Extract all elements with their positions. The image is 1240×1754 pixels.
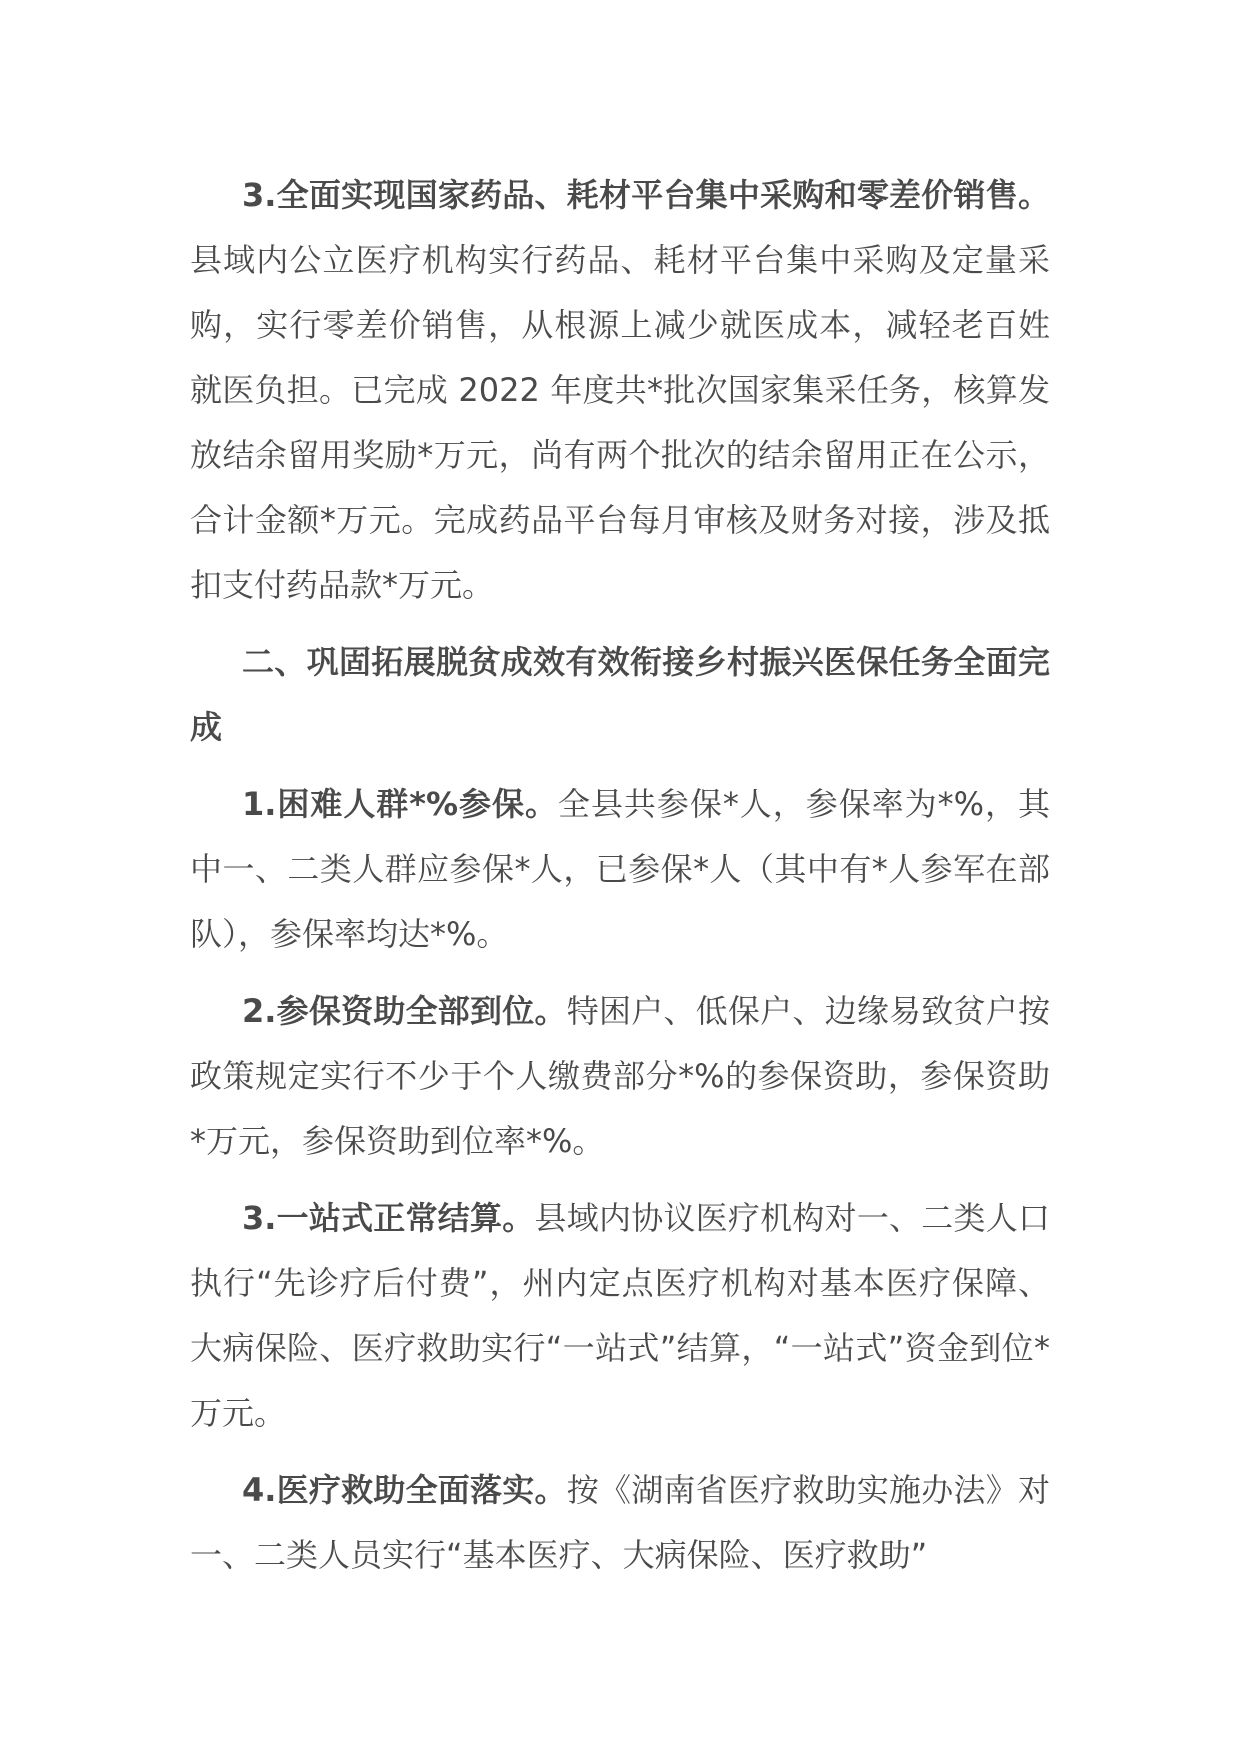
paragraph-lead: 3.一站式正常结算。 [242, 1199, 535, 1237]
paragraph-lead: 3.全面实现国家药品、耗材平台集中采购和零差价销售。 [242, 176, 1050, 214]
paragraph-text: 按《湖南省医疗救助实施办法》对一、二类人员实行“基本医疗、大病保险、医疗救助” [190, 1471, 1050, 1574]
paragraph-text: 特困户、低保户、边缘易致贫户按政策规定实行不少于个人缴费部分*%的参保资助，参保资助*万元，参保资助到位率*%。 [190, 992, 1050, 1160]
paragraph-lead: 2.参保资助全部到位。 [242, 992, 567, 1030]
paragraph-insurance-subsidy [190, 979, 1050, 1174]
section-heading-poverty-alleviation: 二、巩固拓展脱贫成效有效衔接乡村振兴医保任务全面完成 [190, 643, 1050, 746]
paragraph-insurance-enrollment [190, 772, 1050, 967]
paragraph-text: 县域内协议医疗机构对一、二类人口执行“先诊疗后付费”，州内定点医疗机构对基本医疗保障、大病保险、医疗救助实行“一站式”结算，“一站式”资金到位*万元。 [190, 1199, 1050, 1432]
paragraph-medical-assistance [190, 1458, 1050, 1588]
paragraph-text: 全县共参保*人，参保率为*%，其中一、二类人群应参保*人，已参保*人（其中有*人参军在部队），参保率均达*%。 [190, 785, 1050, 953]
paragraph-one-stop-settlement [190, 1186, 1050, 1446]
paragraph-drug-procurement [190, 163, 1050, 618]
paragraph-lead: 1.困难人群*%参保。 [242, 785, 558, 823]
paragraph-text: 县域内公立医疗机构实行药品、耗材平台集中采购及定量采购，实行零差价销售，从根源上减少就医成本，减轻老百姓就医负担。已完成 2022 年度共*批次国家集采任务，核算发放结余留用奖励*万元，尚有两个批次的结余留用正在公示，合计金额*万元。完成药品平台每月审核及财务对接，涉及抵扣支付药品款*万元。 [190, 241, 1050, 604]
paragraph-lead: 4.医疗救助全面落实。 [242, 1471, 567, 1509]
